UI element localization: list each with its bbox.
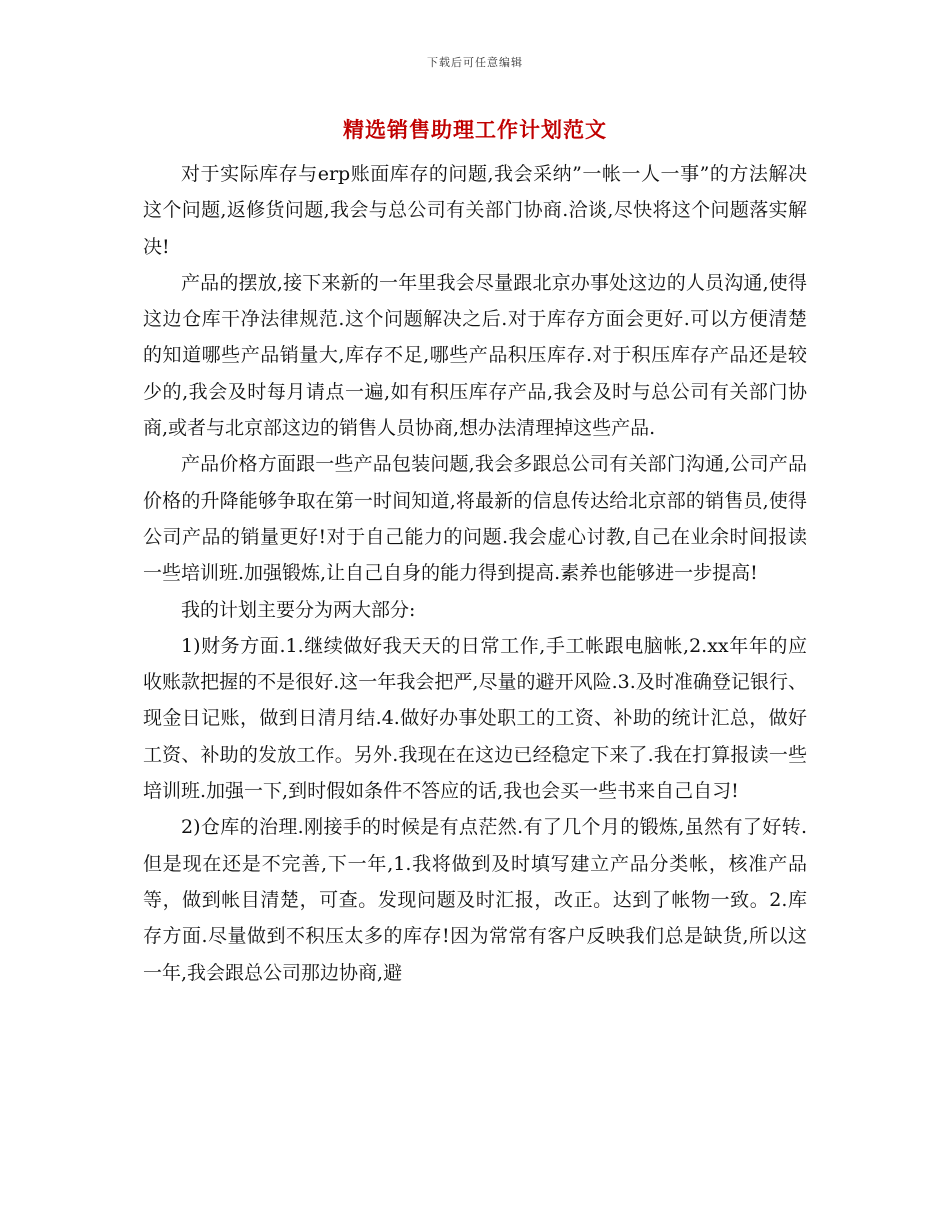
paragraph-inventory-discrepancy: 对于实际库存与erp账面库存的问题,我会采纳”一帐一人一事”的方法解决这个问题,返修货问题,我会与总公司有关部门协商.洽谈,尽快将这个问题落实解决! bbox=[143, 163, 807, 258]
document-body bbox=[143, 156, 807, 991]
document-title: 精选销售助理工作计划范文 bbox=[343, 117, 607, 142]
page-header-note: 下载后可任意编辑 bbox=[427, 56, 523, 69]
paragraph-finance-plan: 1)财务方面.1.继续做好我天天的日常工作,手工帐跟电脑帐,2.xx年年的应收账款把握的不是很好.这一年我会把严,尽量的避开风险.3.及时准确登记银行、现金日记账，做到日清月结.4.做好办事处职工的工资、补助的统计汇总，做好工资、补助的发放工作。另外.我现在在这边已经稳定下来了.我在打算报读一些培训班.加强一下,到时假如条件不答应的话,我也会买一些书来自己自习! bbox=[143, 634, 807, 803]
paragraph-warehouse-plan: 2)仓库的治理.刚接手的时候是有点茫然.有了几个月的锻炼,虽然有了好转.但是现在还是不完善,下一年,1.我将做到及时填写建立产品分类帐，核准产品等，做到帐目清楚，可查。发现问题及时汇报，改正。达到了帐物一致。2.库存方面.尽量做到不积压太多的库存!因为常常有客户反映我们总是缺货,所以这一年,我会跟总公司那边协商,避 bbox=[143, 816, 807, 984]
paragraph-product-placement: 产品的摆放,接下来新的一年里我会尽量跟北京办事处这边的人员沟通,使得这边仓库干净法律规范.这个问题解决之后.对于库存方面会更好.可以方便清楚的知道哪些产品销量大,库存不足,哪些产品积压库存.对于积压库存产品还是较少的,我会及时每月请点一遍,如有积压库存产品,我会及时与总公司有关部门协商,或者与北京部这边的销售人员协商,想办法清理掉这些产品. bbox=[143, 271, 807, 440]
paragraph-product-pricing: 产品价格方面跟一些产品包装问题,我会多跟总公司有关部门沟通,公司产品价格的升降能够争取在第一时间知道,将最新的信息传达给北京部的销售员,使得公司产品的销量更好!对于自己能力的问题.我会虚心讨教,自己在业余时间报读一些培训班.加强锻炼,让自己自身的能力得到提高.素养也能够进一步提高! bbox=[143, 453, 807, 585]
paragraph-plan-intro: 我的计划主要分为两大部分: bbox=[181, 598, 416, 621]
